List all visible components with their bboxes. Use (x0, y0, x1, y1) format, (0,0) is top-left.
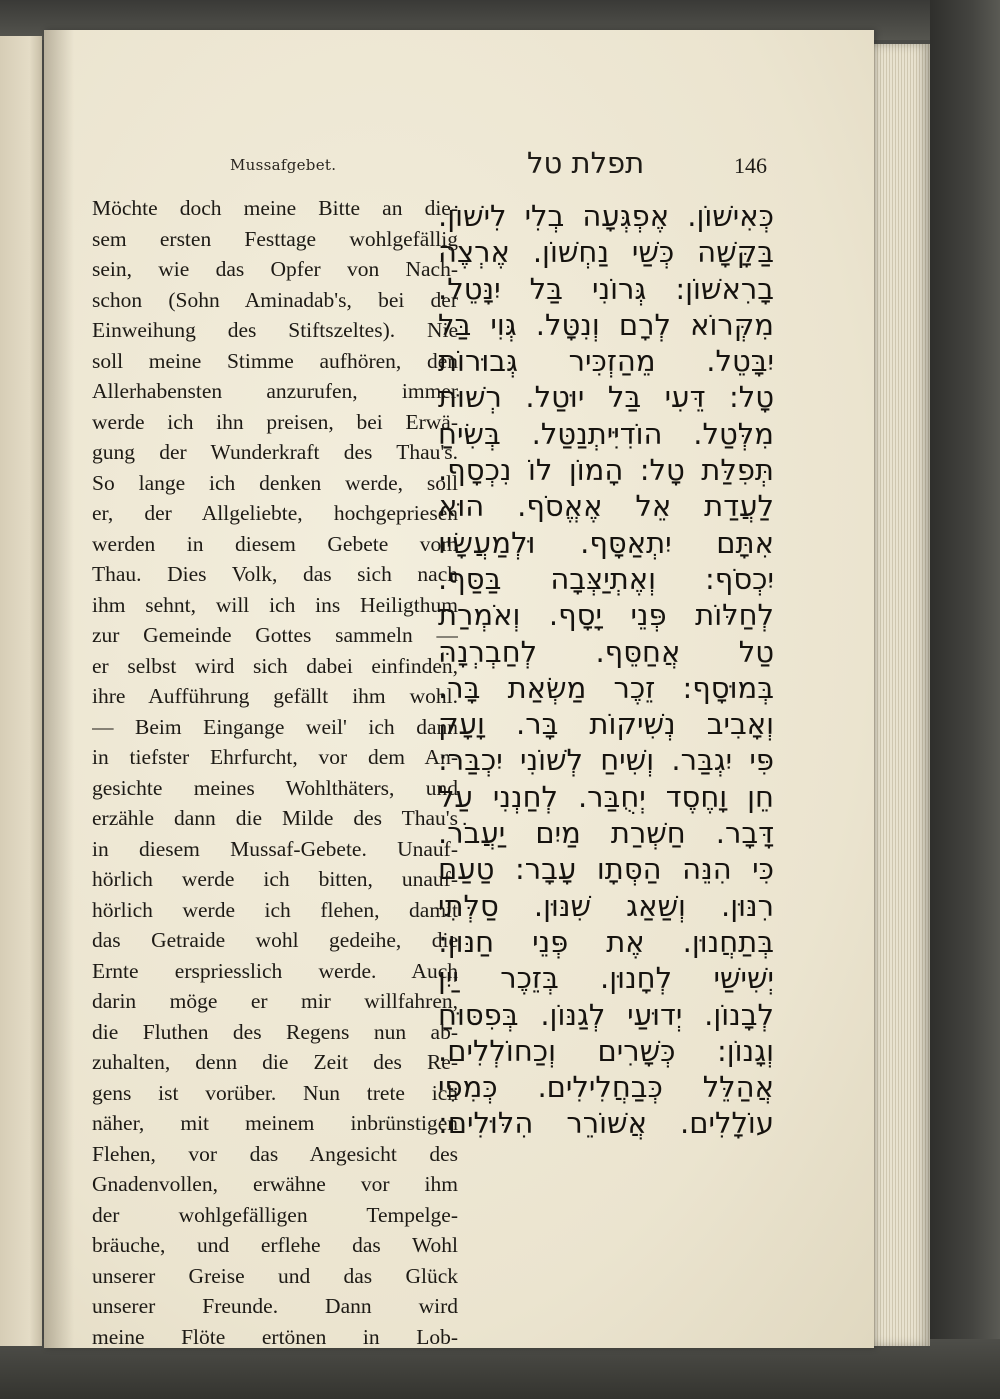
german-text-line: näher, mit meinem inbrünstigen (92, 1111, 458, 1135)
german-text-column (92, 193, 458, 1352)
hebrew-text-line: בְּמוּסָף: זֵכֶר מַשְׂאַת בָּר. (438, 670, 774, 705)
german-text-line: Thau. Dies Volk, das sich nach (92, 562, 458, 586)
german-text-line: Möchte doch meine Bitte an die- (92, 196, 458, 220)
hebrew-text-line: כִּי הִנֵּה הַסְּתָו עָבָר: טַעַם (438, 852, 774, 887)
german-text-line: — Beim Eingange weil' ich dann (92, 714, 458, 739)
hebrew-text-line: לְחַלּוֹת פְּנֵי יָסָף. וְאֹמְרַת (438, 598, 774, 633)
german-text-line: Allerhabensten anzurufen, immer (92, 379, 458, 403)
hebrew-text-line: טָל: דֵּעִי בַּל יוּטַל. רְשׁוּת (438, 380, 774, 415)
german-text-line: gens ist vorüber. Nun trete ich (92, 1080, 458, 1105)
hebrew-text-line: רִנּוּן. וְשַׁאַג שִׁנּוּן. סַלְּתִי (438, 888, 774, 923)
german-text-line: gesichte meines Wohlthäters, und (92, 775, 458, 800)
german-text-line: gung der Wunderkraft des Thau's. (92, 440, 458, 464)
hebrew-text-line: מִלְּטַל. הוֹדִיִּיתְנַטַּל. בְּשִׂיחַ (438, 416, 774, 451)
german-text-line: er selbst wird sich dabei einfinden, (92, 653, 458, 678)
book-page (44, 30, 874, 1348)
german-text-line: erzähle dann die Milde des Thau's (92, 806, 458, 830)
hebrew-text-line: וְגָנוֹן: כְּשָׁרִים וְכַחוֹלְלִים. (438, 1033, 774, 1068)
german-text-line: schon (Sohn Aminadab's, bei der (92, 287, 458, 312)
hebrew-text-line: בַּקָּשָׁה כְּשַׁי נַחְשׁוֹן. אֶרְצֶה (438, 235, 774, 270)
german-text-line: in diesem Mussaf-Gebete. Unauf- (92, 836, 458, 861)
german-text-line: unserer Greise und das Glück (92, 1263, 458, 1288)
hebrew-text-line: מִקְּרוֹא לְרָם וְנִטָּל. גְּוִי בַּל (438, 307, 774, 342)
book-cover-right (930, 0, 1000, 1399)
page-number: 146 (734, 153, 767, 178)
running-head-hebrew: תפלת טל (527, 146, 645, 180)
german-text-line: Einweihung des Stiftszeltes). Nie (92, 318, 458, 342)
hebrew-text-line: כְּאִישׁוֹן. אֶפְגְּעָה בְלִי לִישׁוֹן. (438, 199, 774, 233)
german-text-line: ihre Aufführung gefällt ihm wohl. (92, 684, 458, 708)
german-text-line: der wohlgefälligen Tempelge- (92, 1202, 458, 1227)
german-text-line: werden in diesem Gebete vom (92, 531, 458, 556)
hebrew-text-line: לַעֲדַת אֵל אֶאֱסֹף. הוּא (438, 489, 774, 524)
german-text-line: ihm sehnt, will ich ins Heiligthum (92, 592, 458, 617)
german-text-line: er, der Allgeliebte, hochgepriesen (92, 501, 458, 525)
hebrew-text-line: לְבָנוֹן. יְדוּעַי לְגַנּוֹן. בְּפִסּוּחַ (438, 997, 774, 1032)
hebrew-text-line: עוֹלָלִים. אֲשׁוֹרֵר הִלּוּלִים: (438, 1106, 774, 1141)
german-text-line: hörlich werde ich flehen, damit (92, 897, 458, 922)
hebrew-text-column (438, 198, 774, 1142)
german-text-line: So lange ich denken werde, soll (92, 470, 458, 495)
german-text-line: Ernte erspriesslich werde. Auch (92, 958, 458, 983)
page-stack-edges (872, 44, 930, 1346)
running-head-right (527, 146, 767, 180)
hebrew-text-line: אִתָּם יִתְאַסָּף. וּלְמַעֲשָׂיו (438, 525, 774, 560)
hebrew-text-line: בָרִאשׁוֹן: גְּרוֹנִי בַּל יִנָּטֵל. (438, 271, 774, 306)
german-text-line: Gnadenvollen, erwähne vor ihm (92, 1172, 458, 1196)
german-text-line: soll meine Stimme aufhören, den (92, 348, 458, 373)
running-head-german: Mussafgebet. (230, 156, 337, 174)
german-text-line: hörlich werde ich bitten, unauf- (92, 867, 458, 891)
german-text-line: Flehen, vor das Angesicht des (92, 1141, 458, 1166)
german-text-line: sein, wie das Opfer von Nach- (92, 257, 458, 281)
hebrew-text-line: חֵן וָחֶסֶד יְחֻבַּר. לְחַנְנִי עַל (438, 779, 774, 814)
german-text-line: das Getraide wohl gedeihe, die (92, 928, 458, 952)
hebrew-text-line: יְשִׁישַׁי לְחָנוּן. בְּזֵכֶר יַיִן (438, 961, 774, 996)
previous-page-edge (0, 36, 42, 1346)
german-text-line: zur Gemeinde Gottes sammeln — (92, 623, 458, 647)
hebrew-text-line: אֲהַלֵּל כְּבַחֲלִילִים. כְּמִפִּי (438, 1070, 774, 1105)
german-text-line: darin möge er mir willfahren, (92, 989, 458, 1013)
hebrew-text-line: פִּי יִגְבַּר. וְשִׁיחַ לְשׁוֹנִי יִכְבַּר: (438, 743, 774, 778)
gutter-shadow (44, 30, 74, 1348)
german-text-line: bräuche, und erflehe das Wohl (92, 1233, 458, 1257)
german-text-line: meine Flöte ertönen in Lob- (92, 1324, 458, 1349)
german-text-line: werde ich ihn preisen, bei Erwä- (92, 409, 458, 434)
hebrew-text-line: תְּפִלַּת טָל: הָמוֹן לוֹ נִכְסָף. (438, 453, 774, 488)
hebrew-text-line: וְאָבִיב נְשִׁיקוֹת בָּר. וָעָק (438, 707, 774, 742)
hebrew-text-line: יִבָּטֵל. מֵהַזְכִּיר גְּבוּרוֹת (438, 344, 774, 379)
german-text-line: unserer Freunde. Dann wird (92, 1294, 458, 1318)
hebrew-text-line: בְּתַחֲנוּן. אֶת פְּנֵי חַנּוּן: (438, 924, 774, 959)
german-text-line: in tiefster Ehrfurcht, vor dem An- (92, 745, 458, 769)
german-text-line: die Fluthen des Regens nun ab- (92, 1019, 458, 1044)
hebrew-text-line: טַל אֲחַסֵּף. לְחַבְרְנָהּ (438, 634, 774, 669)
hebrew-text-line: יִכְסֹף: וְאֶתְיַצְּבָה בַּסַּף. (438, 561, 774, 596)
german-text-line: sem ersten Festtage wohlgefällig (92, 226, 458, 251)
hebrew-text-line: דָּבָר. חַשְׁרַת מַיִם יַעֲבֹר. (438, 816, 774, 851)
german-text-line: zuhalten, denn die Zeit des Re- (92, 1050, 458, 1074)
